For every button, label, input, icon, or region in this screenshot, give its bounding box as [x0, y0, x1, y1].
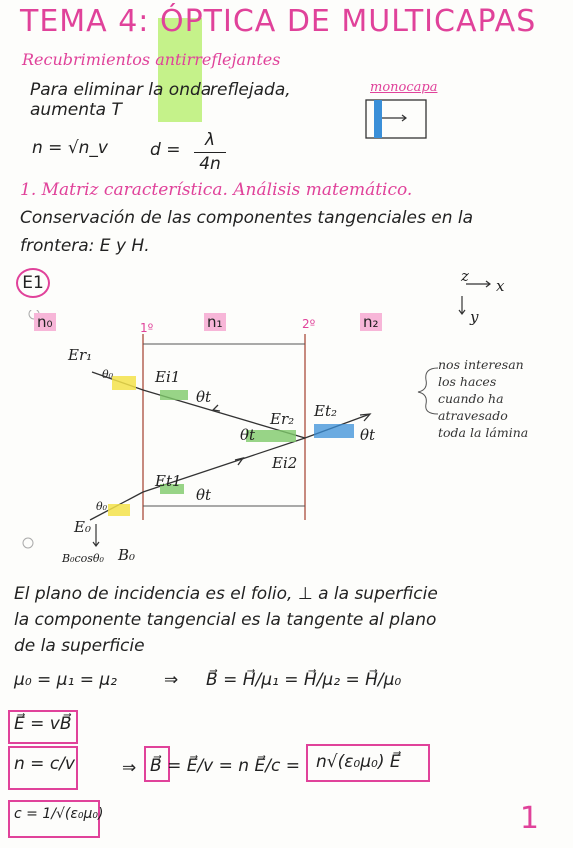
note-bracket — [384, 366, 440, 416]
label-theta0-top: θ₀ — [102, 368, 114, 381]
eq-b-chain: B⃗ = E⃗/v = n E⃗/c = — [150, 756, 300, 776]
section-1-heading: 1. Matriz característica. Análisis matemático. — [20, 180, 413, 200]
formula-d-num: λ — [204, 130, 216, 150]
label-interface-2: 2º — [302, 317, 316, 331]
label-thetat-mid: θt — [240, 426, 256, 444]
mu-equality: μ₀ = μ₁ = μ₂ — [14, 670, 117, 690]
label-thetat-out: θt — [360, 426, 376, 444]
label-er2: Er₂ — [270, 410, 295, 428]
eq-b-result: n√(ε₀μ₀) E⃗ — [316, 752, 401, 772]
axis-z: z — [461, 267, 469, 285]
subtitle: Recubrimientos antirreflejantes — [22, 50, 281, 69]
formula-n: n = √n_v — [32, 138, 108, 158]
intro-line-1b: reflejada, — [210, 80, 291, 100]
label-interface-1: 1º — [140, 321, 154, 335]
case-e1-circle: E1 — [16, 268, 50, 298]
para-line-1: El plano de incidencia es el folio, ⊥ a la superficie — [14, 584, 438, 604]
eq-c-def: c = 1/√(ε₀μ₀) — [14, 806, 104, 822]
para-line-3: de la superficie — [14, 636, 145, 656]
label-e0: E₀ — [74, 518, 91, 536]
section-1-text-2: frontera: E y H. — [20, 236, 150, 256]
axis-y: y — [470, 308, 479, 326]
side-note — [438, 356, 528, 441]
label-et2: Et₂ — [314, 402, 337, 420]
formula-d-left: d = — [150, 140, 181, 160]
label-thetat-low: θt — [196, 486, 212, 504]
side-note-line-1: nos interesan — [438, 357, 524, 372]
intro-line-1a: Para eliminar la onda — [30, 80, 212, 100]
axis-x: x — [496, 277, 505, 295]
label-b0cos: B₀cosθ₀ — [62, 552, 104, 565]
label-n2: n₂ — [360, 313, 382, 331]
side-note-line-5: toda la lámina — [438, 425, 529, 440]
intro-line-2: aumenta T — [30, 100, 122, 120]
eq-n-c-v: n = c/v — [14, 754, 75, 774]
label-n1: n₁ — [204, 313, 226, 331]
side-note-line-4: atravesado — [438, 408, 508, 423]
label-ei1: Ei1 — [155, 368, 181, 386]
page-title: TEMA 4: ÓPTICA DE MULTICAPAS — [20, 4, 537, 39]
label-theta0-low: θ₀ — [96, 500, 108, 513]
label-b0: B₀ — [118, 546, 136, 564]
monocapa-sketch — [360, 96, 432, 142]
monocapa-label: monocapa — [370, 80, 438, 95]
formula-d-den: 4n — [199, 154, 221, 174]
section-1-text-1: Conservación de las componentes tangenciales en la — [20, 208, 474, 228]
b-over-mu: B⃗ = H⃗/μ₁ = H⃗/μ₂ = H⃗/μ₀ — [206, 670, 402, 690]
label-et1: Et1 — [155, 472, 182, 490]
implies-arrow-2: ⇒ — [122, 758, 137, 778]
implies-arrow-1: ⇒ — [164, 670, 179, 690]
label-thetat-top: θt — [196, 388, 212, 406]
page-number: 1 — [519, 801, 539, 836]
label-er1: Er₁ — [68, 346, 93, 364]
label-ei2: Ei2 — [272, 454, 298, 472]
label-n0: n₀ — [34, 313, 56, 331]
side-note-line-2: los haces — [438, 374, 497, 389]
para-line-2: la componente tangencial es la tangente al plano — [14, 610, 437, 630]
eq-e-vb: E⃗ = vB⃗ — [14, 714, 72, 734]
side-note-line-3: cuando ha — [438, 391, 504, 406]
fraction-bar — [194, 152, 226, 153]
